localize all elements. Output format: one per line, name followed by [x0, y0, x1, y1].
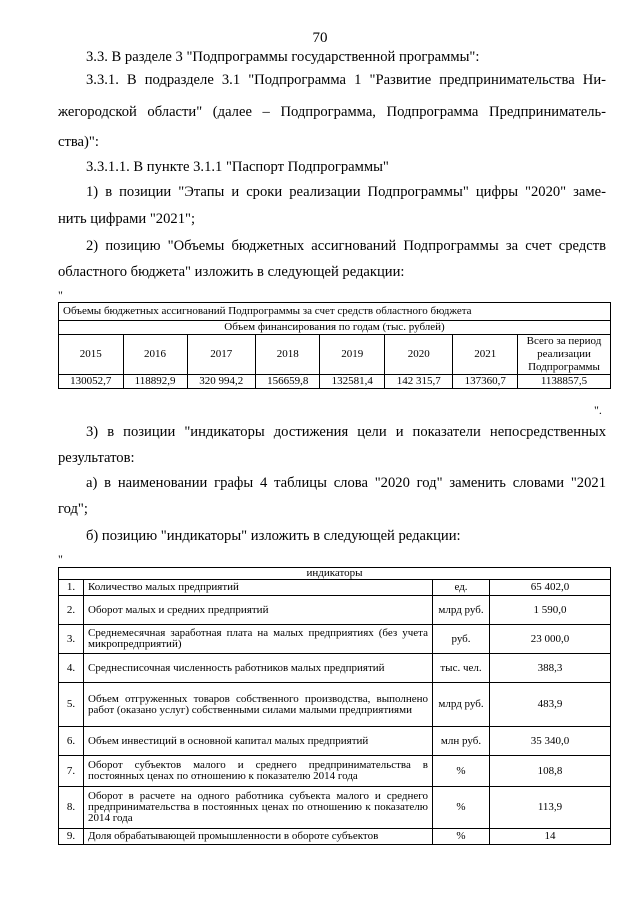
year-header: 2020: [385, 335, 453, 375]
page-number: 70: [312, 30, 328, 46]
indicator-name: Оборот в расчете на одного работника субъекта малого и среднего предпринимательства в постоянных ценах по отношению к показателю 2014 года: [84, 787, 433, 829]
indicator-row: [59, 727, 611, 756]
indicator-name: Оборот малых и средних предприятий: [84, 596, 433, 625]
indicator-number: 3.: [59, 625, 84, 654]
indicator-unit: млрд руб.: [433, 596, 490, 625]
indicator-number: 6.: [59, 727, 84, 756]
indicator-row: [59, 625, 611, 654]
indicator-number: 4.: [59, 654, 84, 683]
indicator-row: [59, 829, 611, 845]
indicator-number: 7.: [59, 756, 84, 787]
text-line: год";: [58, 501, 88, 517]
indicators-table-title: индикаторы: [59, 568, 611, 580]
year-header: 2017: [187, 335, 255, 375]
indicator-row: [59, 756, 611, 787]
total-value: 1138857,5: [518, 375, 611, 389]
year-header: 2015: [59, 335, 124, 375]
text-line: 3.3.1. В подразделе 3.1 "Подпрограмма 1 "Развитие предпринимательства Ни-: [86, 72, 606, 88]
indicator-row: [59, 683, 611, 727]
indicator-name: Объем инвестиций в основной капитал малых предприятий: [84, 727, 433, 756]
total-header: Всего за период реализации Подпрограммы: [518, 335, 611, 375]
year-value: 137360,7: [453, 375, 518, 389]
text-line: б) позицию "индикаторы" изложить в следующей редакции:: [86, 528, 461, 544]
indicator-value: 108,8: [490, 756, 611, 787]
year-value: 142 315,7: [385, 375, 453, 389]
text-line: 3.3.1.1. В пункте 3.1.1 "Паспорт Подпрограммы": [86, 159, 389, 175]
text-line: 3) в позиции "индикаторы достижения цели и показатели непосредственных: [86, 424, 606, 440]
year-header: 2021: [453, 335, 518, 375]
budget-table-header-row: [59, 335, 611, 375]
budget-table-subtitle: Объем финансирования по годам (тыс. рублей): [59, 321, 611, 335]
indicator-value: 388,3: [490, 654, 611, 683]
indicator-value: 35 340,0: [490, 727, 611, 756]
indicator-unit: тыс. чел.: [433, 654, 490, 683]
indicator-value: 1 590,0: [490, 596, 611, 625]
year-header: 2019: [320, 335, 385, 375]
indicator-number: 9.: [59, 829, 84, 845]
indicator-row: [59, 654, 611, 683]
text-line: нить цифрами "2021";: [58, 211, 196, 227]
year-value: 156659,8: [255, 375, 320, 389]
year-value: 320 994,2: [187, 375, 255, 389]
indicator-number: 8.: [59, 787, 84, 829]
indicator-unit: %: [433, 756, 490, 787]
indicator-row: [59, 787, 611, 829]
text-line: областного бюджета" изложить в следующей редакции:: [58, 264, 405, 280]
indicator-name: Объем отгруженных товаров собственного производства, выполнено работ (оказано услуг) собственными силами малыми предприятиями: [84, 683, 433, 727]
indicator-number: 5.: [59, 683, 84, 727]
quote-open: ": [58, 288, 63, 302]
indicator-name: Среднемесячная заработная плата на малых предприятиях (без учета микропредприятий): [84, 625, 433, 654]
year-header: 2016: [123, 335, 187, 375]
indicator-unit: руб.: [433, 625, 490, 654]
text-line: жегородской области" (далее – Подпрограмма, Подпрограмма Предприниматель-: [58, 104, 606, 120]
indicator-value: 65 402,0: [490, 580, 611, 596]
indicator-unit: %: [433, 787, 490, 829]
text-line: а) в наименовании графы 4 таблицы слова "2020 год" заменить словами "2021: [86, 475, 606, 491]
indicator-unit: млн руб.: [433, 727, 490, 756]
indicator-value: 23 000,0: [490, 625, 611, 654]
indicator-value: 113,9: [490, 787, 611, 829]
year-value: 130052,7: [59, 375, 124, 389]
budget-table: [58, 302, 611, 389]
text-line: 2) позицию "Объемы бюджетных ассигнований Подпрограммы за счет средств: [86, 238, 606, 254]
text-line: 3.3. В разделе 3 "Подпрограммы государственной программы":: [86, 49, 480, 65]
indicators-table: [58, 567, 611, 845]
indicator-row: [59, 580, 611, 596]
year-value: 132581,4: [320, 375, 385, 389]
indicator-value: 14: [490, 829, 611, 845]
indicator-unit: ед.: [433, 580, 490, 596]
year-value: 118892,9: [123, 375, 187, 389]
indicator-name: Доля обрабатывающей промышленности в обороте субъектов: [84, 829, 433, 845]
indicator-value: 483,9: [490, 683, 611, 727]
budget-table-title: Объемы бюджетных ассигнований Подпрограммы за счет средств областного бюджета: [59, 303, 611, 321]
indicator-number: 2.: [59, 596, 84, 625]
indicator-row: [59, 596, 611, 625]
text-line: 1) в позиции "Этапы и сроки реализации Подпрограммы" цифры "2020" заме-: [86, 184, 606, 200]
indicator-number: 1.: [59, 580, 84, 596]
quote-open: ": [58, 552, 63, 566]
budget-table-values-row: [59, 375, 611, 389]
indicator-name: Количество малых предприятий: [84, 580, 433, 596]
text-line: результатов:: [58, 450, 135, 466]
indicator-name: Среднесписочная численность работников малых предприятий: [84, 654, 433, 683]
indicator-unit: млрд руб.: [433, 683, 490, 727]
year-header: 2018: [255, 335, 320, 375]
indicator-unit: %: [433, 829, 490, 845]
indicator-name: Оборот субъектов малого и среднего предпринимательства в постоянных ценах по отношению к показателю 2014 года: [84, 756, 433, 787]
quote-close: ".: [594, 403, 602, 417]
text-line: ства)":: [58, 134, 99, 150]
